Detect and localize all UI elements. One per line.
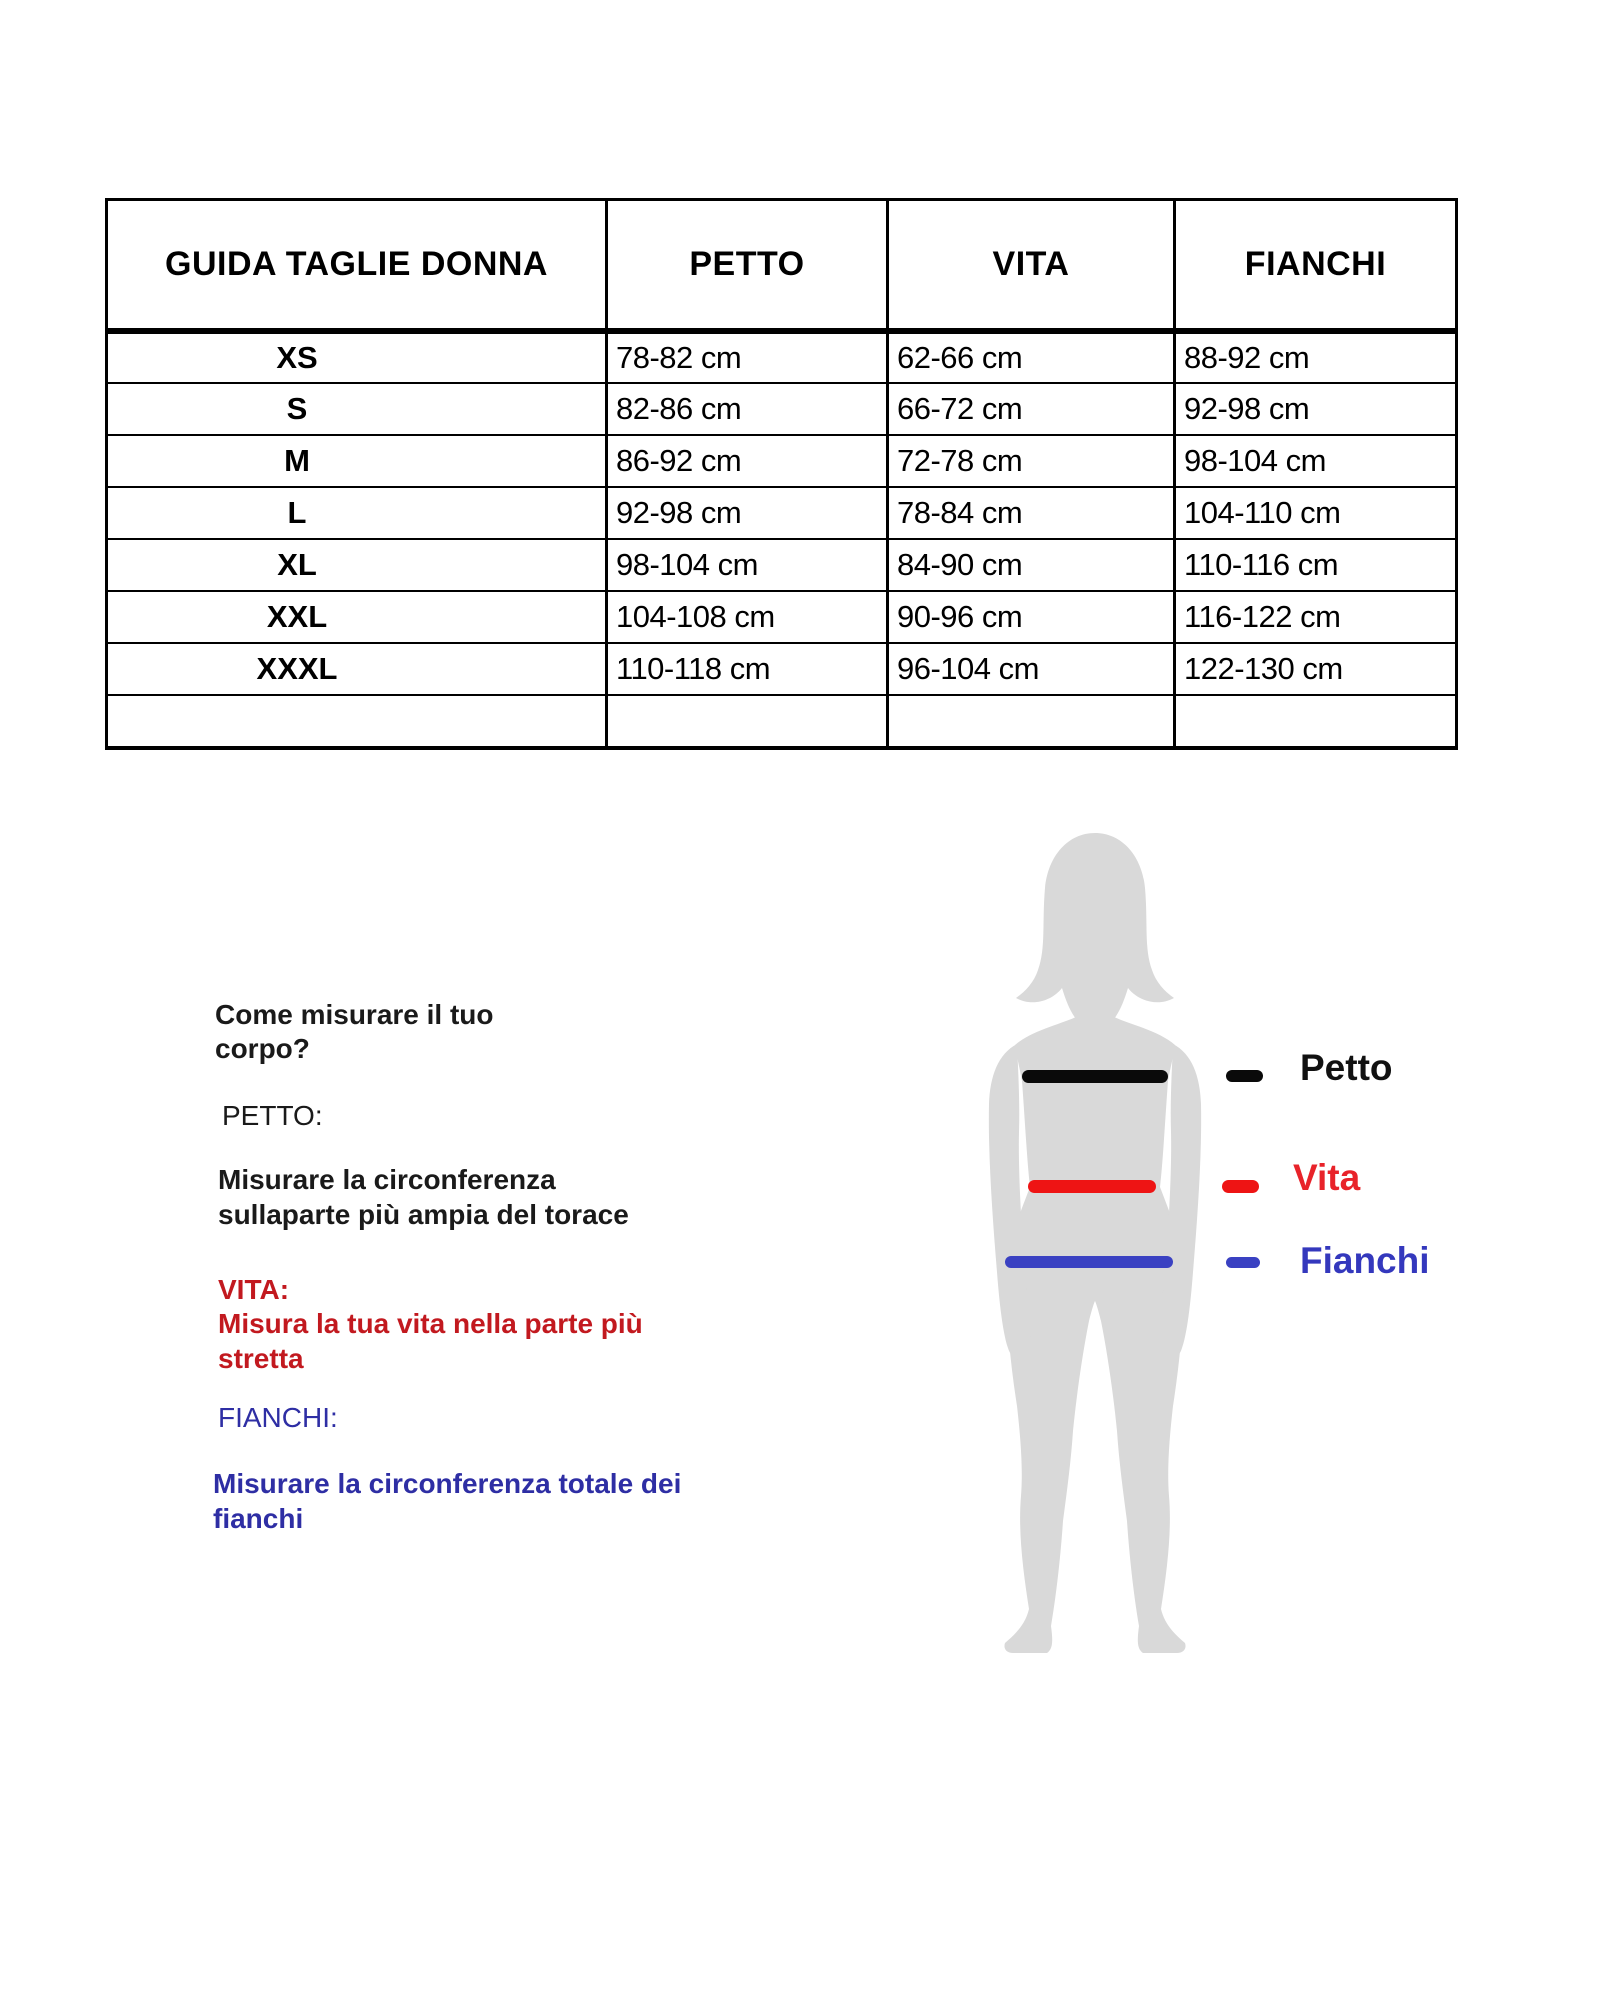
table-row	[107, 643, 1457, 695]
table-row	[107, 539, 1457, 591]
silhouette-head-hair	[1016, 833, 1174, 1019]
fianchi-section-label: FIANCHI:	[218, 1402, 338, 1433]
vita-measure-line	[1028, 1180, 1156, 1193]
petto-legend-dash	[1226, 1070, 1263, 1082]
petto-cell: 98-104 cm	[607, 539, 888, 591]
petto-cell: 92-98 cm	[607, 487, 888, 539]
vita-cell: 66-72 cm	[888, 383, 1175, 435]
table-header-row	[107, 200, 1457, 332]
petto-cell: 104-108 cm	[607, 591, 888, 643]
vita-cell	[888, 695, 1175, 748]
fianchi-cell: 122-130 cm	[1175, 643, 1457, 695]
vita-cell: 78-84 cm	[888, 487, 1175, 539]
vita-cell: 62-66 cm	[888, 331, 1175, 383]
header-petto: PETTO	[607, 200, 888, 332]
fianchi-cell: 98-104 cm	[1175, 435, 1457, 487]
vita-cell: 84-90 cm	[888, 539, 1175, 591]
fianchi-cell: 104-110 cm	[1175, 487, 1457, 539]
table-row	[107, 331, 1457, 383]
size-guide-table	[105, 198, 1458, 750]
vita-section-label: VITA:	[218, 1274, 290, 1305]
fianchi-cell: 110-116 cm	[1175, 539, 1457, 591]
fianchi-cell: 88-92 cm	[1175, 331, 1457, 383]
vita-section-text: Misura la tua vita nella parte più stretta	[218, 1308, 643, 1374]
table-row-empty	[107, 695, 1457, 748]
fianchi-legend-dash	[1226, 1257, 1260, 1268]
size-cell: M	[107, 435, 607, 487]
table-row	[107, 383, 1457, 435]
header-fianchi: FIANCHI	[1175, 200, 1457, 332]
petto-cell	[607, 695, 888, 748]
header-guida-taglie-donna: GUIDA TAGLIE DONNA	[107, 200, 607, 332]
table-row	[107, 591, 1457, 643]
petto-section-label: PETTO:	[222, 1100, 323, 1131]
size-cell: XXXL	[107, 643, 607, 695]
petto-measure-line	[1022, 1070, 1168, 1083]
petto-legend-label: Petto	[1300, 1047, 1393, 1088]
vita-legend-dash	[1222, 1180, 1259, 1193]
instructions-title: Come misurare il tuo corpo?	[215, 999, 494, 1064]
silhouette-torso-legs	[1004, 1017, 1185, 1653]
petto-cell: 82-86 cm	[607, 383, 888, 435]
fianchi-cell	[1175, 695, 1457, 748]
vita-cell: 90-96 cm	[888, 591, 1175, 643]
table-row	[107, 487, 1457, 539]
table-row	[107, 435, 1457, 487]
header-vita: VITA	[888, 200, 1175, 332]
size-cell: XS	[107, 331, 607, 383]
size-cell: XXL	[107, 591, 607, 643]
size-cell: L	[107, 487, 607, 539]
petto-section-text: Misurare la circonferenza sullaparte più ampia del torace	[218, 1164, 629, 1230]
petto-cell: 86-92 cm	[607, 435, 888, 487]
vita-cell: 96-104 cm	[888, 643, 1175, 695]
fianchi-cell: 92-98 cm	[1175, 383, 1457, 435]
size-cell	[107, 695, 607, 748]
fianchi-cell: 116-122 cm	[1175, 591, 1457, 643]
vita-legend-label: Vita	[1293, 1157, 1361, 1198]
petto-cell: 78-82 cm	[607, 331, 888, 383]
female-body-silhouette	[965, 830, 1225, 1655]
size-cell: S	[107, 383, 607, 435]
fianchi-section-text: Misurare la circonferenza totale dei fianchi	[213, 1468, 682, 1534]
vita-cell: 72-78 cm	[888, 435, 1175, 487]
petto-cell: 110-118 cm	[607, 643, 888, 695]
fianchi-legend-label: Fianchi	[1300, 1240, 1430, 1281]
size-cell: XL	[107, 539, 607, 591]
fianchi-measure-line	[1005, 1256, 1173, 1268]
